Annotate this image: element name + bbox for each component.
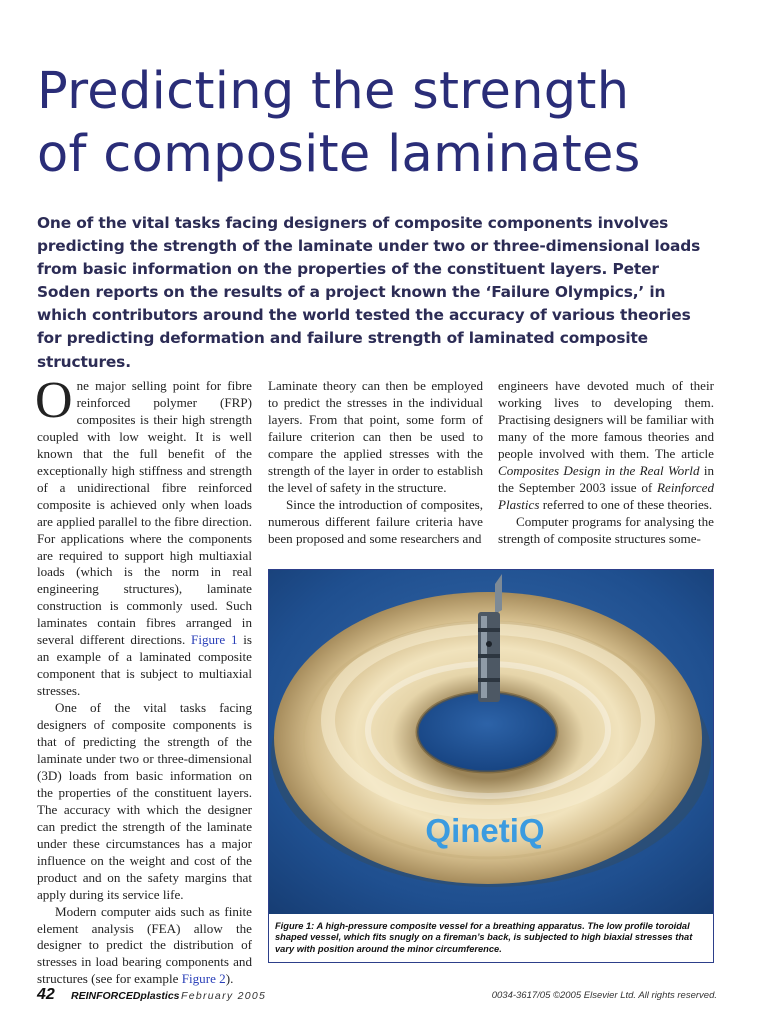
article-title-line-1: Predicting the strength <box>37 62 630 121</box>
paragraph-text: engineers have devoted much of their working lives to developing them. Practising designers will be familiar with many of the more famous theories and people involved with them. The article <box>498 378 714 461</box>
paragraph-text: Modern computer aids such as finite element analysis (FEA) allow the designer to predict the distribution of stresses in load bearing components and structures (see for example <box>37 903 252 987</box>
magazine-reference: Reinforced Plastics <box>498 479 714 512</box>
body-column-2 <box>268 378 483 548</box>
figure-1 <box>268 569 714 963</box>
magazine-name: REINFORCEDplastics <box>71 990 180 1002</box>
figure-caption: Figure 1: A high-pressure composite vessel for a breathing apparatus. The low profile toroidal shaped vessel, which fits snugly on a fireman’s back, is subjected to high biaxial stresses that vary with position around the minor circumference. <box>275 921 693 954</box>
page-number: 42 <box>37 986 55 1003</box>
paragraph: One of the vital tasks facing designers of composite components is that of predicting the strength of the laminate under two or three-dimensional (3D) loads from basic information on the properties of the constituent layers. The accuracy with which the designer can predict the strength of the laminate under these circumstances has a major influence on the weight and cost of the product and on the safety margins that apply during its service life. <box>37 700 252 902</box>
paragraph-text: referred to one of these theories. <box>539 496 713 512</box>
paragraph-text: in the September 2003 issue of <box>498 462 714 495</box>
paragraph: Laminate theory can then be employed to predict the stresses in the individual layers. From that point, some form of failure criterion can then be used to compare the applied stresses with the strength of the layer in order to establish the level of safety in the structure. <box>268 378 483 495</box>
body-column-1 <box>35 372 253 988</box>
paragraph-text: ). <box>225 971 234 987</box>
paragraph <box>498 378 714 514</box>
issue-date: February 2005 <box>181 990 267 1002</box>
paragraph <box>35 372 253 700</box>
copyright-notice: 0034-3617/05 ©2005 Elsevier Ltd. All rights reserved. <box>491 990 717 1001</box>
page-footer <box>37 986 717 1006</box>
figure-1-link[interactable]: Figure 1 <box>191 632 238 648</box>
figure-2-link[interactable]: Figure 2 <box>181 971 226 987</box>
paragraph-text: ne major selling point for fibre reinforced polymer (FRP) composites is their high strength coupled with low weight. It is well known that the full benefit of the exceptionally high stiffness and strength of a unidirectional fibre reinforced composite is achieved only when loads are applied parallel to the fibre direction. For applications where the components are required to support high multiaxial loads (which is the norm in real engineering structures), laminate construction is commonly used. Such laminates contain fibres arranged in several different directions. <box>37 378 252 648</box>
toroidal-vessel-photo <box>269 570 713 914</box>
qinetiq-logo: QinetiQ <box>425 812 545 849</box>
article-standfirst: One of the vital tasks facing designers of composite components involves predicting the strength of the laminate under two or three-dimensional loads from basic information on the properties of the constituent layers. Peter Soden reports on the results of a project known the ‘Failure Olympics,’ in which contributors around the world tested the accuracy of various theories for predicting deformation and failure strength of laminated composite structures. <box>37 214 701 371</box>
paragraph <box>37 904 252 989</box>
body-column-3 <box>498 378 714 548</box>
drop-cap: O <box>35 372 73 429</box>
article-title-line-2: of composite laminates <box>37 125 641 184</box>
paragraph: Computer programs for analysing the strength of composite structures some- <box>498 513 714 546</box>
article-reference: Composites Design in the Real World <box>498 462 700 478</box>
paragraph-text: is an example of a laminated composite component that is subject to multiaxial stresses. <box>37 632 253 699</box>
paragraph: Since the introduction of composites, numerous different failure criteria have been proposed and some researchers and <box>268 496 483 546</box>
article-title <box>37 60 737 186</box>
